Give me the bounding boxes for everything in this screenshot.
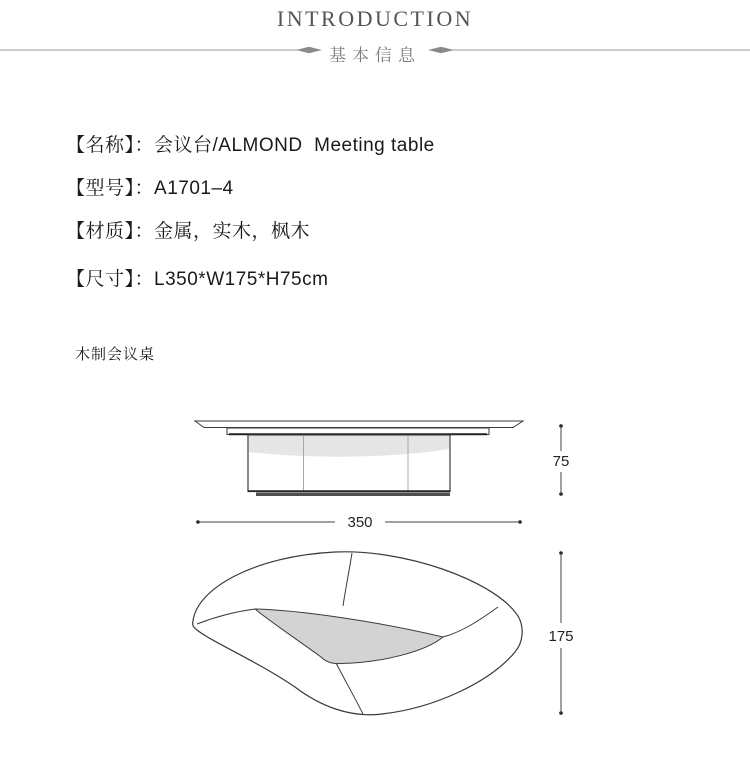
dimension-width-label: 175 (548, 628, 574, 645)
info-label: 【名称】 (66, 135, 135, 156)
dimension-length-label: 350 (347, 514, 373, 531)
info-label: 【材质】 (66, 221, 135, 242)
info-colon: ： (134, 178, 155, 199)
table-side-view (195, 421, 523, 496)
base-plinth (256, 493, 450, 497)
info-colon: ： (134, 221, 155, 242)
tabletop-side (195, 421, 523, 428)
info-value: 金属，实木，枫木 (154, 221, 311, 242)
info-row-size (66, 264, 328, 291)
dimension-height-label: 75 (552, 453, 570, 470)
info-colon: ： (134, 269, 155, 290)
page-title: INTRODUCTION (276, 6, 474, 31)
dimension-width (548, 551, 573, 715)
info-row-model (66, 173, 234, 200)
info-label: 【型号】 (66, 178, 135, 199)
divider-arrow-right (428, 44, 750, 56)
diamond-arrow-icon (428, 47, 454, 53)
info-value: L350*W175*H75cm (154, 269, 329, 290)
page-subtitle: 基本信息 (329, 46, 421, 65)
info-colon: ： (134, 135, 155, 156)
dimension-height (553, 424, 570, 496)
technical-drawing (0, 400, 750, 740)
dimension-length (196, 514, 522, 531)
table-top-view (193, 552, 522, 715)
info-row-material (66, 216, 310, 243)
info-label: 【尺寸】 (66, 269, 135, 290)
info-row-name (66, 130, 435, 157)
drawing-caption: 木制会议桌 (75, 346, 156, 363)
info-value: 会议台/ALMOND Meeting table (154, 135, 435, 156)
info-value: A1701–4 (154, 178, 234, 199)
